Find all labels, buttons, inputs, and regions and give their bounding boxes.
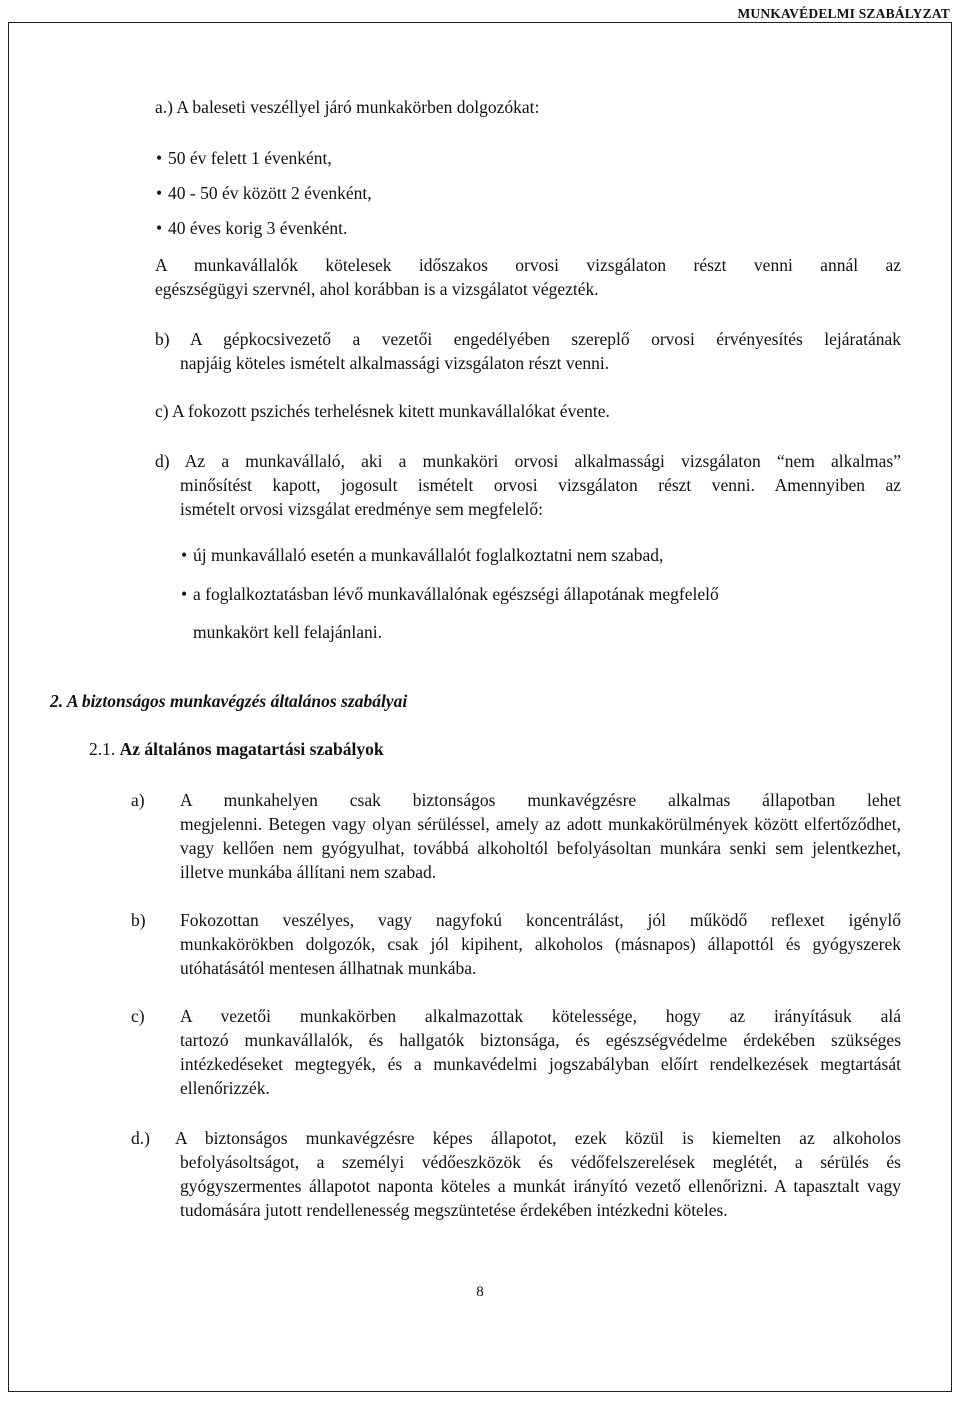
bullet-glyph: • [181,584,188,604]
rule-first-line: A biztonságos munkavégzésre képes állapotot, ezek közül is kiemelten az alkoholos [175,1128,901,1148]
list-item-text: a foglalkoztatásban lévő munkavállalónak egészségi állapotának megfelelő [193,584,719,604]
rule-label: a) [131,790,145,810]
section-a-paragraph-line: egészségügyi szervnél, ahol korábban is a vizsgálatot végezték. [155,279,599,299]
rule-text: megjelenni. Betegen vagy olyan sérüléssel, amely az adott munkakörülmények között elfertőződhet, vagy kellően nem gyógyulhat, továbbá alkoholtól befolyásoltan munkára senki sem jelentkezhet, illetve munkába állítani nem szabad. [180,814,901,882]
rule-text: befolyásoltságot, a személyi védőeszközök és védőfelszerelések meglétét, a sérülés és gyógyszermentes állapotot naponta köteles a munkát irányító vezető ellenőrizni. A tapasztalt vagy tudomására jutott rendellenesség megszüntetése érdekében intézkedni köteles. [180,1152,901,1220]
rule-text: munkakörökben dolgozók, csak jól kipihent, alkoholos (másnapos) állapottól és gyógyszerek utóhatásától mentesen állhatnak munkába. [180,934,901,978]
rule-first-line: A vezetői munkakörben alkalmazottak kötelessége, hogy az irányításuk alá [180,1006,901,1026]
list-item: • 50 év felett 1 évenként, [168,146,332,170]
section-b-line: napjáig köteles ismételt alkalmassági vizsgálaton részt venni. [180,353,610,373]
bullet-glyph: • [181,545,188,565]
rule-label: b) [131,910,146,930]
section-a-title: a.) A baleseti veszéllyel járó munkakörben dolgozókat: [155,97,540,117]
section-a-paragraph-line: A munkavállalók kötelesek időszakos orvosi vizsgálaton részt venni annál az [155,255,901,275]
section-d-line: d) Az a munkavállaló, aki a munkaköri orvosi alkalmassági vizsgálaton “nem alkalmas” [155,451,901,471]
list-item [181,543,664,567]
running-header: MUNKAVÉDELMI SZABÁLYZAT [737,6,950,21]
rule-label: c) [131,1006,145,1026]
list-item: • 40 éves korig 3 évenként. [168,216,347,240]
subsection-number: 2.1. [89,739,116,759]
rule-first-line: Fokozottan veszélyes, vagy nagyfokú koncentrálást, jól működő reflexet igénylő [180,910,901,930]
section-c-line: c) A fokozott pszichés terhelésnek kitett munkavállalókat évente. [155,401,610,421]
rule-label: d.) [131,1128,150,1148]
section-b-line: b) A gépkocsivezető a vezetői engedélyében szereplő orvosi érvényesítés lejáratának [155,329,901,349]
subsection-title: Az általános magatartási szabályok [119,739,384,759]
list-item-continuation: munkakört kell felajánlani. [193,622,383,642]
subsection-heading [89,737,384,761]
section-heading: 2. A biztonságos munkavégzés általános szabályai [50,691,408,711]
list-item [181,582,719,606]
rule-text: tartozó munkavállalók, és hallgatók biztonsága, és egészségvédelme érdekében szükséges intézkedéseket megtegyék, és a munkavédelmi jogszabályban előírt rendelkezések megtartását ellenőrizzék. [180,1030,901,1098]
rule-first-line: A munkahelyen csak biztonságos munkavégzésre alkalmas állapotban lehet [180,790,901,810]
list-item: • 40 - 50 év között 2 évenként, [168,181,372,205]
section-d-line: minősítést kapott, jogosult ismételt orvosi vizsgálaton részt venni. Amennyiben az [180,475,901,495]
section-d-line: ismételt orvosi vizsgálat eredménye sem megfelelő: [180,499,544,519]
page-number: 8 [476,1284,484,1300]
list-item-text: új munkavállaló esetén a munkavállalót foglalkoztatni nem szabad, [193,545,664,565]
